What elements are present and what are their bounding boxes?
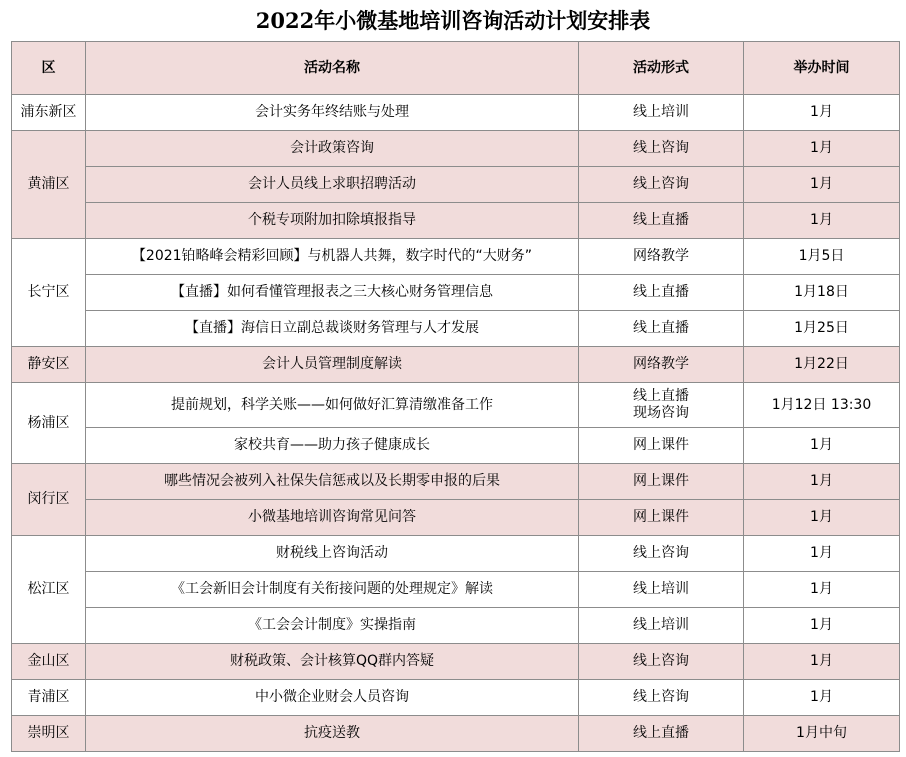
- district-cell: 崇明区: [12, 716, 86, 752]
- district-cell: 闵行区: [12, 464, 86, 536]
- activity-time-cell: 1月: [744, 95, 900, 131]
- activity-format-cell: 线上直播: [579, 275, 744, 311]
- activity-format-cell: 网络教学: [579, 239, 744, 275]
- header-district: 区: [12, 42, 86, 95]
- table-row: [12, 203, 900, 239]
- activity-name-cell: 《工会会计制度》实操指南: [86, 608, 579, 644]
- table-row: [12, 95, 900, 131]
- activity-name-cell: 提前规划，科学关账——如何做好汇算清缴准备工作: [86, 383, 579, 428]
- page-title: 2022年小微基地培训咨询活动计划安排表: [255, 8, 651, 33]
- header-activity-name: 活动名称: [86, 42, 579, 95]
- activity-time-cell: 1月5日: [744, 239, 900, 275]
- district-cell: 松江区: [12, 536, 86, 644]
- table-row: [12, 464, 900, 500]
- activity-name-cell: 会计政策咨询: [86, 131, 579, 167]
- header-activity-format: 活动形式: [579, 42, 744, 95]
- activity-format-cell: 线上培训: [579, 572, 744, 608]
- table-row: [12, 716, 900, 752]
- activity-format-cell: 线上咨询: [579, 536, 744, 572]
- activity-format-cell: 线上直播: [579, 203, 744, 239]
- activity-time-cell: 1月: [744, 644, 900, 680]
- activity-name-cell: 【直播】海信日立副总裁谈财务管理与人才发展: [86, 311, 579, 347]
- activity-time-cell: 1月: [744, 572, 900, 608]
- activity-format-cell: 线上培训: [579, 95, 744, 131]
- activity-time-cell: 1月: [744, 536, 900, 572]
- activity-time-cell: 1月: [744, 203, 900, 239]
- activity-plan-table: [11, 41, 900, 752]
- activity-format-cell: [579, 383, 744, 428]
- activity-time-cell: 1月12日 13:30: [744, 383, 900, 428]
- table-row: [12, 167, 900, 203]
- header-row: [12, 42, 900, 95]
- activity-name-cell: 个税专项附加扣除填报指导: [86, 203, 579, 239]
- activity-time-cell: 1月: [744, 680, 900, 716]
- activity-time-cell: 1月: [744, 500, 900, 536]
- activity-time-cell: 1月: [744, 131, 900, 167]
- header-time: 举办时间: [744, 42, 900, 95]
- activity-time-cell: 1月: [744, 608, 900, 644]
- activity-name-cell: 哪些情况会被列入社保失信惩戒以及长期零申报的后果: [86, 464, 579, 500]
- table-row: [12, 428, 900, 464]
- table-row: [12, 500, 900, 536]
- table-row: [12, 311, 900, 347]
- activity-name-cell: 会计实务年终结账与处理: [86, 95, 579, 131]
- activity-format-cell: 线上咨询: [579, 167, 744, 203]
- activity-name-cell: 【2021铂略峰会精彩回顾】与机器人共舞，数字时代的“大财务”: [86, 239, 579, 275]
- district-cell: 静安区: [12, 347, 86, 383]
- table-row: [12, 572, 900, 608]
- district-cell: 长宁区: [12, 239, 86, 347]
- table-row: [12, 239, 900, 275]
- activity-format-cell: 线上培训: [579, 608, 744, 644]
- activity-format-cell: 线上咨询: [579, 644, 744, 680]
- activity-format-cell: 网上课件: [579, 464, 744, 500]
- district-cell: 黄浦区: [12, 131, 86, 239]
- district-cell: 浦东新区: [12, 95, 86, 131]
- activity-format-cell: 网络教学: [579, 347, 744, 383]
- activity-format-cell: 网上课件: [579, 428, 744, 464]
- activity-format-line: 线上直播: [633, 388, 689, 404]
- activity-name-cell: 会计人员线上求职招聘活动: [86, 167, 579, 203]
- table-row: [12, 131, 900, 167]
- district-cell: 金山区: [12, 644, 86, 680]
- table-row: [12, 608, 900, 644]
- activity-format-cell: 线上咨询: [579, 680, 744, 716]
- activity-time-cell: 1月25日: [744, 311, 900, 347]
- activity-name-cell: 抗疫送教: [86, 716, 579, 752]
- activity-name-cell: 《工会新旧会计制度有关衔接问题的处理规定》解读: [86, 572, 579, 608]
- table-row: [12, 536, 900, 572]
- activity-name-cell: 财税线上咨询活动: [86, 536, 579, 572]
- table-row: [12, 347, 900, 383]
- district-cell: 青浦区: [12, 680, 86, 716]
- activity-format-cell: 线上直播: [579, 716, 744, 752]
- table-row: [12, 644, 900, 680]
- activity-time-cell: 1月22日: [744, 347, 900, 383]
- activity-time-cell: 1月: [744, 428, 900, 464]
- activity-time-cell: 1月: [744, 167, 900, 203]
- table-row: [12, 275, 900, 311]
- activity-name-cell: 小微基地培训咨询常见问答: [86, 500, 579, 536]
- activity-format-cell: 线上咨询: [579, 131, 744, 167]
- district-cell: 杨浦区: [12, 383, 86, 464]
- activity-time-cell: 1月18日: [744, 275, 900, 311]
- activity-name-cell: 会计人员管理制度解读: [86, 347, 579, 383]
- activity-name-cell: 家校共育——助力孩子健康成长: [86, 428, 579, 464]
- table-row: [12, 383, 900, 428]
- activity-name-cell: 中小微企业财会人员咨询: [86, 680, 579, 716]
- activity-format-cell: 线上直播: [579, 311, 744, 347]
- activity-name-cell: 财税政策、会计核算QQ群内答疑: [86, 644, 579, 680]
- activity-time-cell: 1月: [744, 464, 900, 500]
- activity-time-cell: 1月中旬: [744, 716, 900, 752]
- activity-format-line: 现场咨询: [633, 405, 689, 421]
- activity-name-cell: 【直播】如何看懂管理报表之三大核心财务管理信息: [86, 275, 579, 311]
- activity-format-cell: 网上课件: [579, 500, 744, 536]
- table-row: [12, 680, 900, 716]
